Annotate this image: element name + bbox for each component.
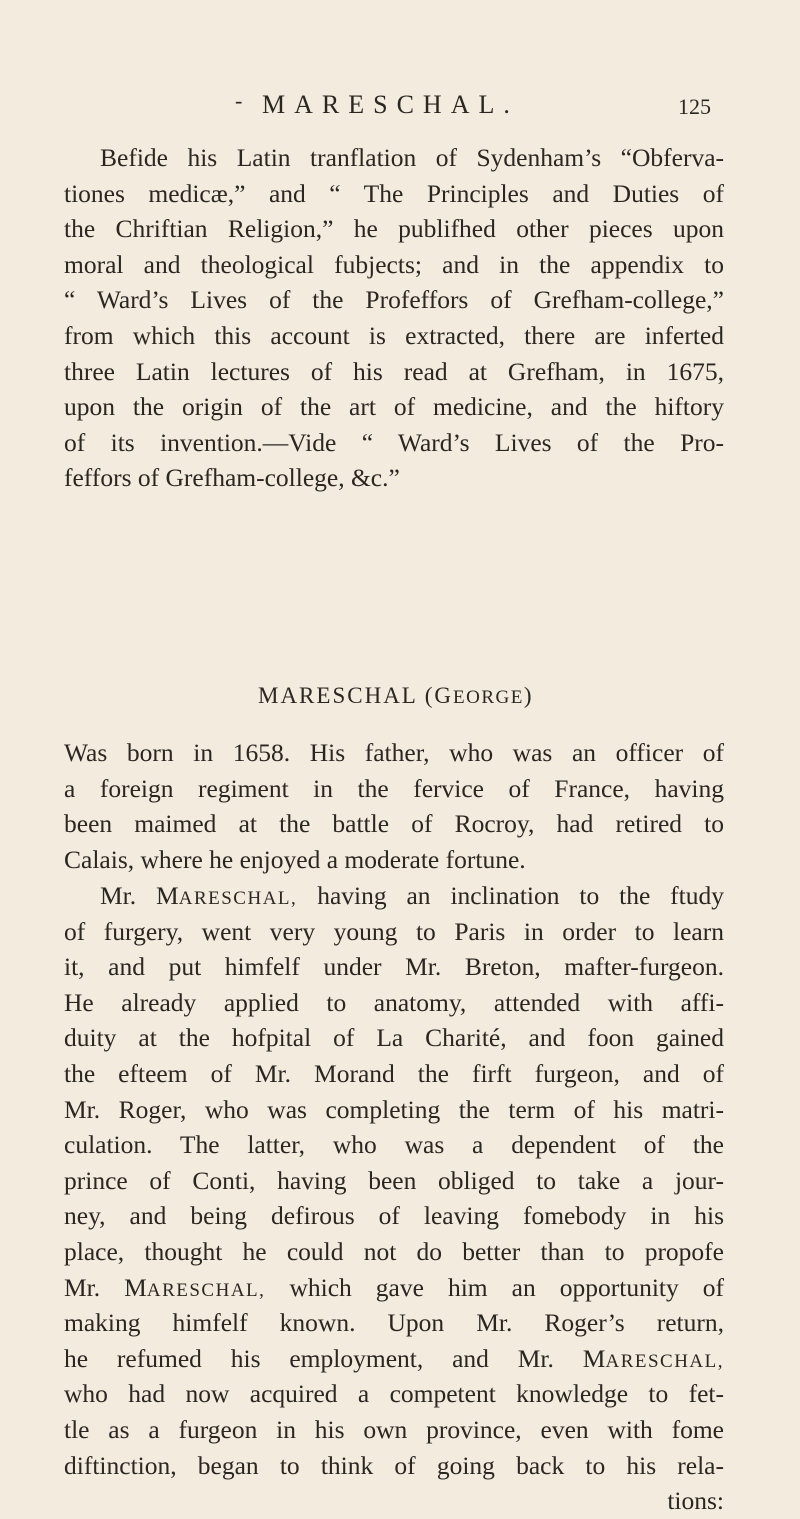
surname-initial: M xyxy=(156,881,179,910)
text-line: of its invention.—Vide “ Ward’s Lives of the Pro- xyxy=(64,427,724,457)
line-prefix: he refumed his employment, and Mr. xyxy=(64,1343,554,1373)
running-head: MARESCHAL. xyxy=(262,90,519,119)
text-line: Befide his Latin tranflation of Sydenham’s “Obferva- xyxy=(100,143,724,172)
text-line: it, and put himfelf under Mr. Breton, mafter-furgeon. xyxy=(64,952,724,982)
text-line: tiones medicæ,” and “ The Principles and Duties of xyxy=(64,178,724,208)
text-line: of furgery, went very young to Paris in order to learn xyxy=(64,916,724,946)
text-line xyxy=(64,1270,724,1306)
text-line: been maimed at the battle of Rocroy, had retired to xyxy=(64,809,724,839)
text-line: feffors of Grefham-college, &c.” xyxy=(64,463,400,493)
line-remainder: having an inclination to the ftudy xyxy=(317,881,725,910)
text-line: tle as a furgeon in his own province, even with fome xyxy=(64,1414,724,1444)
header-dash: - xyxy=(235,88,243,113)
text-line: diftinction, began to think of going back to his rela- xyxy=(64,1450,724,1480)
text-line: place, thought he could not do better than to propofe xyxy=(64,1236,724,1266)
surname-initial: M xyxy=(582,1343,606,1373)
text-line: who had now acquired a competent knowledge to fet- xyxy=(64,1379,724,1409)
entry-given-initial: G xyxy=(434,683,454,708)
entry-heading xyxy=(258,683,534,709)
text-line: tions: xyxy=(667,1486,724,1516)
text-line: the Chriftian Religion,” he publifhed other pieces upon xyxy=(64,214,724,244)
text-line: duity at the hofpital of La Charité, and foon gained xyxy=(64,1023,724,1053)
title-mr: Mr. xyxy=(100,881,137,910)
surname-smallcaps: ARESCHAL, xyxy=(178,888,298,909)
text-line: the efteem of Mr. Morand the firft furgeon, and of xyxy=(64,1058,724,1088)
text-line: a foreign regiment in the fervice of France, having xyxy=(64,773,724,803)
text-line xyxy=(64,1341,724,1377)
line-prefix: Mr. xyxy=(64,1272,101,1302)
surname-initial: M xyxy=(124,1272,147,1302)
text-line: moral and theological fubjects; and in the appendix to xyxy=(64,249,724,279)
paragraph-3 xyxy=(64,878,724,1519)
entry-paren-close: ) xyxy=(523,683,534,708)
text-line: Calais, where he enjoyed a moderate fortune. xyxy=(64,844,526,874)
text-line: making himfelf known. Upon Mr. Roger’s return, xyxy=(64,1308,724,1338)
entry-paren-open: ( xyxy=(424,683,435,708)
text-line xyxy=(64,878,724,914)
text-line: culation. The latter, who was a dependent of the xyxy=(64,1130,724,1160)
text-line: “ Ward’s Lives of the Profeffors of Grefham-college,” xyxy=(64,285,724,315)
text-line: from which this account is extracted, there are inferted xyxy=(64,320,724,350)
page-header xyxy=(0,88,800,128)
page-number: 125 xyxy=(678,94,711,119)
entry-name: MARESCHAL xyxy=(258,683,417,708)
line-remainder: which gave him an opportunity of xyxy=(289,1272,725,1302)
text-line: upon the origin of the art of medicine, and the hiftory xyxy=(64,392,724,422)
paragraph-2 xyxy=(64,735,724,877)
paragraph-1 xyxy=(64,140,724,496)
text-line: ney, and being defirous of leaving fomebody in his xyxy=(64,1201,724,1231)
text-line: prince of Conti, having been obliged to take a jour- xyxy=(64,1165,724,1195)
text-line: He already applied to anatomy, attended with affi- xyxy=(64,987,724,1017)
text-line: Was born in 1658. His father, who was an officer of xyxy=(64,738,724,767)
text-line: Mr. Roger, who was completing the term of his matri- xyxy=(64,1094,724,1124)
entry-given-rest: EORGE xyxy=(453,687,524,708)
surname-smallcaps: ARESCHAL, xyxy=(146,1279,266,1301)
text-line: three Latin lectures of his read at Grefham, in 1675, xyxy=(64,356,724,386)
surname-smallcaps: ARESCHAL, xyxy=(605,1350,725,1372)
